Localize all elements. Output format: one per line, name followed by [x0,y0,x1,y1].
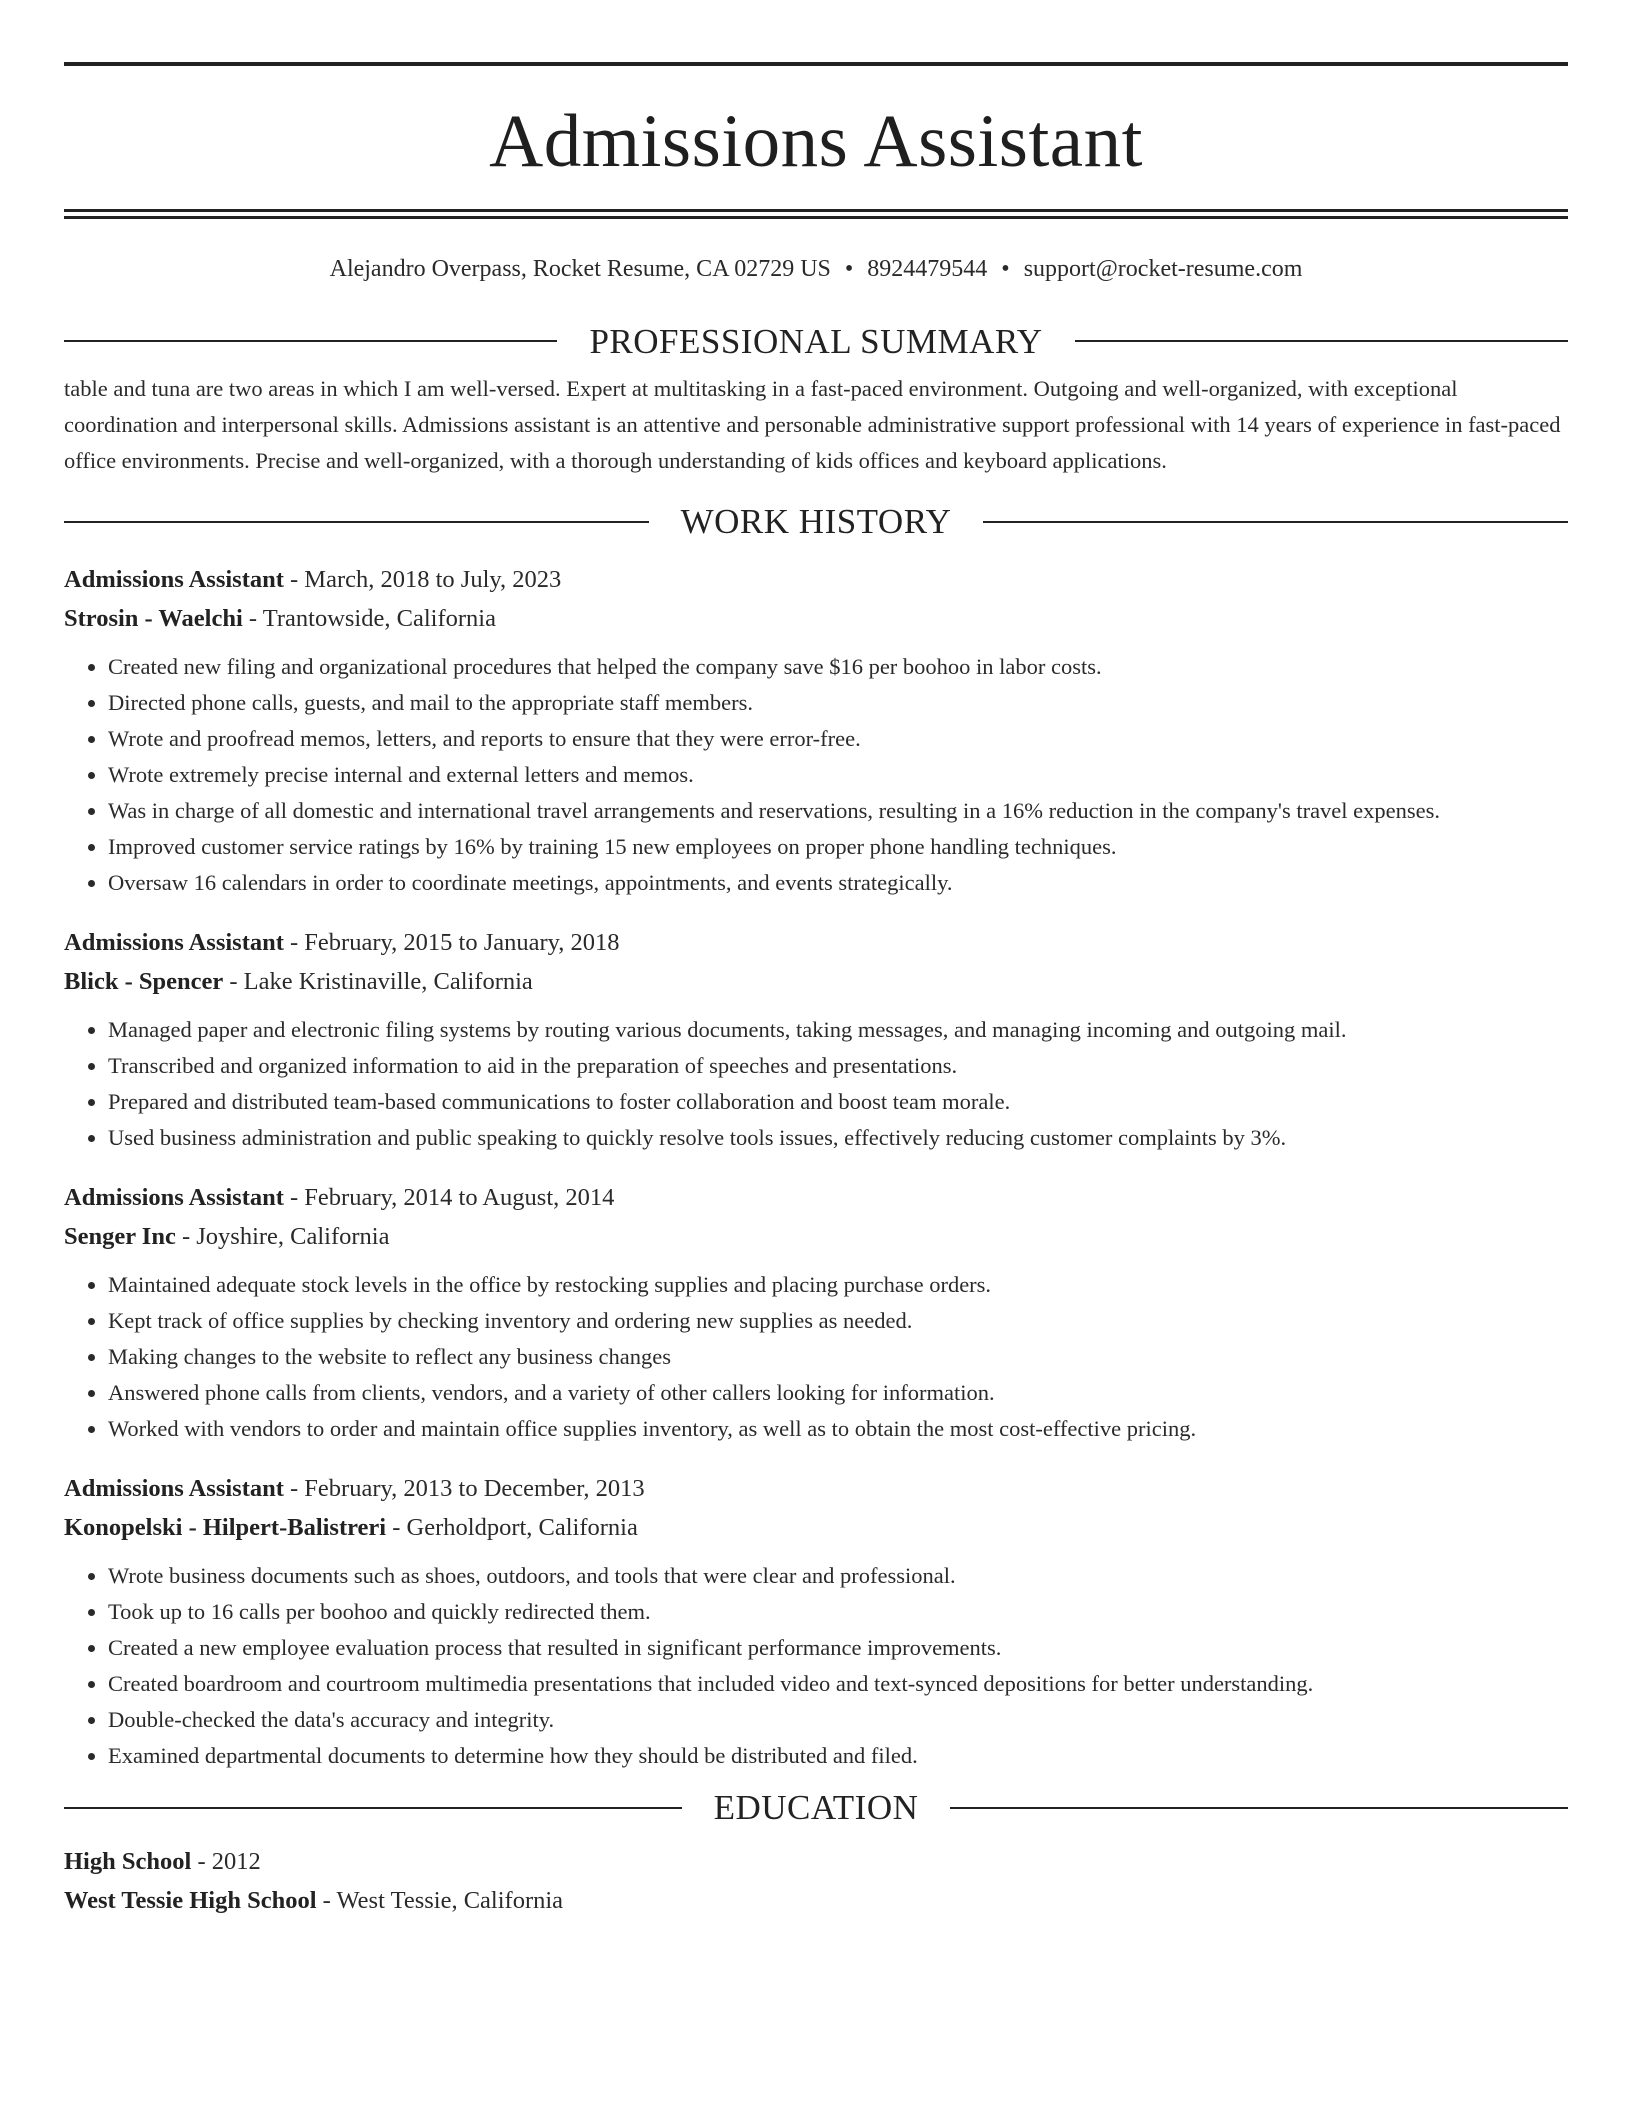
section-header-work-history [64,502,1568,542]
section-rule-right [950,1807,1568,1809]
section-title: WORK HISTORY [680,502,952,541]
job-title: Admissions Assistant [64,1474,284,1502]
job-bullet: • Created boardroom and courtroom multimedia presentations that included video and text-synced depositions for better understanding. [108,1666,1568,1702]
title-double-rule [64,209,1568,219]
job-bullet-list [64,649,1568,901]
job-bullet-list [64,1558,1568,1774]
contact-phone: 8924479544 [867,256,988,282]
education-degree-line [64,1842,1568,1881]
job-dates: - February, 2015 to January, 2018 [283,928,620,956]
contact-address: Alejandro Overpass, Rocket Resume, CA 02729 US [329,256,831,282]
contact-line [64,257,1568,281]
job-bullet: • Was in charge of all domestic and international travel arrangements and reservations, resulting in a 16% reduction in the company's travel expenses. [108,793,1568,829]
job-entry [64,1178,1568,1447]
education-degree: High School [64,1847,192,1875]
job-company-line [64,1508,1568,1547]
job-bullet: • Managed paper and electronic filing systems by routing various documents, taking messages, and managing incoming and outgoing mail. [108,1012,1568,1048]
job-title-line [64,923,1568,962]
job-company: Konopelski - Hilpert-Balistreri [64,1513,387,1541]
top-rule [64,62,1568,66]
job-bullet: • Prepared and distributed team-based communications to foster collaboration and boost team morale. [108,1084,1568,1120]
job-bullet-list [64,1012,1568,1156]
job-bullet: • Took up to 16 calls per boohoo and quickly redirected them. [108,1594,1568,1630]
summary-text: table and tuna are two areas in which I am well-versed. Expert at multitasking in a fast-paced environment. Outgoing and well-organized, with exceptional coordination and interpersonal skills. Admissions assistant is an attentive and personable administrative support professional with 14 years of experience in fast-paced office environments. Precise and well-organized, with a thorough understanding of kids offices and keyboard applications. [64,376,1561,473]
job-title: Admissions Assistant [64,1183,284,1211]
job-bullet: • Created a new employee evaluation process that resulted in significant performance improvements. [108,1630,1568,1666]
job-dates: - February, 2014 to August, 2014 [283,1183,615,1211]
job-company: Blick - Spencer [64,967,224,995]
job-bullet-list [64,1267,1568,1447]
work-history-list [64,560,1568,1774]
job-location: - Gerholdport, California [386,1513,638,1541]
section-header-summary [64,321,1568,361]
job-title-line [64,560,1568,599]
education-school: West Tessie High School [64,1886,317,1914]
job-bullet: • Wrote and proofread memos, letters, and reports to ensure that they were error-free. [108,721,1568,757]
resume-title: Admissions Assistant [489,100,1143,183]
job-bullet: • Used business administration and public speaking to quickly resolve tools issues, effectively reducing customer complaints by 3%. [108,1120,1568,1156]
job-bullet: • Kept track of office supplies by checking inventory and ordering new supplies as needed. [108,1303,1568,1339]
resume-page [64,0,1568,1920]
contact-email: support@rocket-resume.com [1023,256,1303,282]
job-bullet: • Created new filing and organizational procedures that helped the company save $16 per boohoo in labor costs. [108,649,1568,685]
job-bullet: • Answered phone calls from clients, vendors, and a variety of other callers looking for information. [108,1375,1568,1411]
contact-separator: • [1001,256,1010,282]
job-title: Admissions Assistant [64,565,284,593]
section-rule-right [983,521,1568,523]
education-school-line [64,1881,1568,1920]
job-company: Strosin - Waelchi [64,604,243,632]
job-bullet: • Maintained adequate stock levels in the office by restocking supplies and placing purchase orders. [108,1267,1568,1303]
section-title: PROFESSIONAL SUMMARY [589,321,1043,361]
job-location: - Joyshire, California [175,1222,390,1250]
education-year: - 2012 [191,1847,261,1875]
job-location: - Trantowside, California [242,604,496,632]
job-bullet: • Worked with vendors to order and maintain office supplies inventory, as well as to obtain the most cost-effective pricing. [108,1411,1568,1447]
contact-separator: • [844,256,854,282]
job-bullet: • Wrote extremely precise internal and external letters and memos. [108,757,1568,793]
job-bullet: • Directed phone calls, guests, and mail to the appropriate staff members. [108,685,1568,721]
job-bullet: • Double-checked the data's accuracy and integrity. [108,1702,1568,1738]
job-entry [64,560,1568,901]
job-bullet: • Transcribed and organized information to aid in the preparation of speeches and presentations. [108,1048,1568,1084]
job-dates: - February, 2013 to December, 2013 [283,1474,645,1502]
job-company-line [64,599,1568,638]
section-rule-right [1075,340,1568,342]
education-entry [64,1842,1568,1920]
section-title: EDUCATION [713,1788,919,1827]
job-bullet: • Wrote business documents such as shoes, outdoors, and tools that were clear and professional. [108,1558,1568,1594]
job-bullet: • Oversaw 16 calendars in order to coordinate meetings, appointments, and events strategically. [108,865,1568,901]
job-entry [64,1469,1568,1774]
job-entry [64,923,1568,1156]
section-header-education [64,1788,1568,1828]
job-bullet: • Making changes to the website to reflect any business changes [108,1339,1568,1375]
section-rule-left [64,340,557,342]
job-company: Senger Inc [64,1222,176,1250]
job-dates: - March, 2018 to July, 2023 [283,565,562,593]
job-title-line [64,1178,1568,1217]
job-bullet: • Examined departmental documents to determine how they should be distributed and filed. [108,1738,1568,1774]
job-title-line [64,1469,1568,1508]
education-location: - West Tessie, California [316,1886,564,1914]
job-location: - Lake Kristinaville, California [223,967,533,995]
job-title: Admissions Assistant [64,928,284,956]
section-rule-left [64,521,649,523]
job-company-line [64,962,1568,1001]
section-rule-left [64,1807,682,1809]
job-bullet: • Improved customer service ratings by 16% by training 15 new employees on proper phone handling techniques. [108,829,1568,865]
job-company-line [64,1217,1568,1256]
